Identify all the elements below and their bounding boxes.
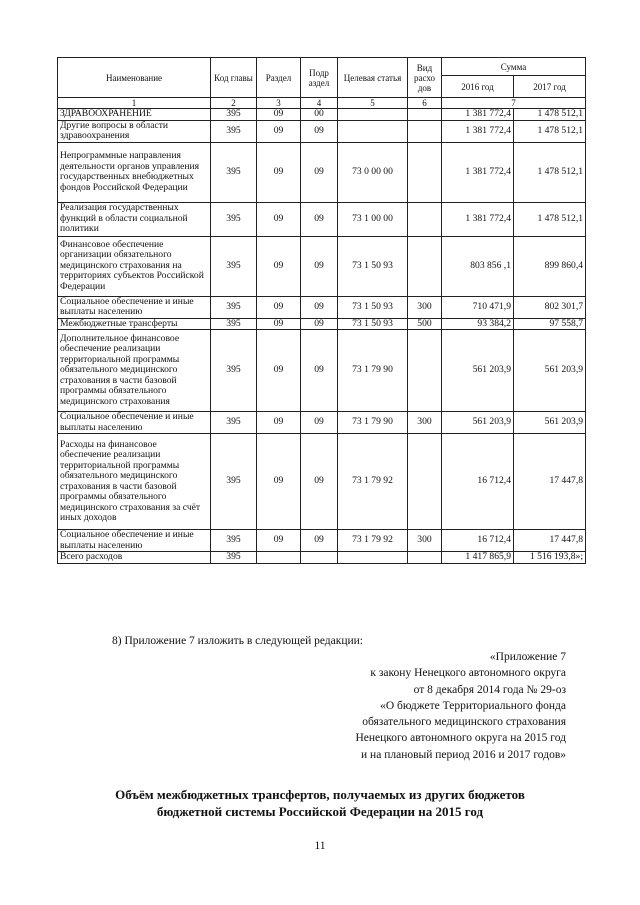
column-number: 2	[211, 98, 257, 109]
row-type	[408, 236, 442, 296]
heading-line: бюджетной системы Российской Федерации на 2015 год	[156, 804, 484, 819]
page-number: 11	[314, 840, 326, 852]
table-row	[58, 120, 586, 142]
row-code: 395	[211, 120, 257, 142]
appendix-line: «О бюджете Территориального фонда	[380, 699, 566, 712]
row-target: 73 1 79 90	[338, 330, 408, 412]
row-subsection: 09	[301, 236, 338, 296]
row-type: 300	[408, 412, 442, 434]
row-name: Реализация государственных функций в области социальной политики	[58, 202, 211, 236]
expenditure-table	[57, 57, 586, 564]
column-number: 1	[58, 98, 211, 109]
row-amount-2016: 1 417 865,9	[442, 552, 514, 564]
column-number-row	[58, 98, 586, 109]
table-row	[58, 236, 586, 296]
row-amount-2017: 97 558,7	[514, 318, 586, 330]
row-target	[338, 109, 408, 121]
row-amount-2016: 16 712,4	[442, 434, 514, 530]
row-name: Межбюджетные трансферты	[58, 318, 211, 330]
row-amount-2016: 710 471,9	[442, 296, 514, 318]
table-row	[58, 434, 586, 530]
row-amount-2017: 17 447,8	[514, 530, 586, 552]
row-code: 395	[211, 296, 257, 318]
header-year-2016: 2016 год	[442, 76, 514, 98]
row-code: 395	[211, 202, 257, 236]
table-row	[58, 202, 586, 236]
row-amount-2016: 1 381 772,4	[442, 142, 514, 202]
header-subsection: Подр аздел	[301, 58, 338, 98]
row-subsection: 09	[301, 434, 338, 530]
row-code: 395	[211, 552, 257, 564]
header-target: Целевая статья	[338, 58, 408, 98]
row-code: 395	[211, 434, 257, 530]
row-amount-2017: 1 478 512,1	[514, 142, 586, 202]
row-amount-2017: 561 203,9	[514, 412, 586, 434]
row-amount-2017: 1 516 193,8»;	[514, 552, 586, 564]
header-type: Вид расхо дов	[408, 58, 442, 98]
row-target: 73 1 50 93	[338, 296, 408, 318]
row-target: 73 0 00 00	[338, 142, 408, 202]
appendix-line: «Приложение 7	[489, 651, 566, 663]
row-amount-2016: 803 856 ,1	[442, 236, 514, 296]
row-amount-2017: 1 478 512,1	[514, 109, 586, 121]
row-subsection: 00	[301, 109, 338, 121]
table-body	[58, 109, 586, 564]
row-target: 73 1 50 93	[338, 236, 408, 296]
row-name: Другие вопросы в области здравоохранения	[58, 120, 211, 142]
amendment-paragraph: 8) Приложение 7 изложить в следующей редакции:	[112, 635, 364, 647]
row-code: 395	[211, 330, 257, 412]
row-name: Непрограммные направления деятельности органов управления государственных внебюджетных фондов Российской Федерации	[58, 142, 211, 202]
row-type	[408, 120, 442, 142]
column-number: 4	[301, 98, 338, 109]
table-row	[58, 318, 586, 330]
row-type	[408, 202, 442, 236]
row-section: 09	[257, 296, 301, 318]
column-number: 6	[408, 98, 442, 109]
row-amount-2016: 16 712,4	[442, 530, 514, 552]
row-code: 395	[211, 142, 257, 202]
row-name: Дополнительное финансовое обеспечение реализации территориальной программы обязательного медицинского страхования в части базовой программы обязательного медицинского страхования	[58, 330, 211, 412]
table-row	[58, 330, 586, 412]
row-amount-2016: 1 381 772,4	[442, 109, 514, 121]
row-section: 09	[257, 318, 301, 330]
appendix-line: от 8 декабря 2014 года № 29-оз	[413, 683, 566, 696]
column-number: 5	[338, 98, 408, 109]
header-code: Код главы	[211, 58, 257, 98]
table-row	[58, 296, 586, 318]
header-sum: Сумма	[442, 58, 586, 76]
row-subsection: 09	[301, 530, 338, 552]
row-name: Расходы на финансовое обеспечение реализации территориальной программы обязательного медицинского страхования в части базовой программы обязательного медицинского страхования за счёт иных доходов	[58, 434, 211, 530]
header-year-2017: 2017 год	[514, 76, 586, 98]
row-code: 395	[211, 318, 257, 330]
column-number: 3	[257, 98, 301, 109]
row-section: 09	[257, 202, 301, 236]
row-subsection: 09	[301, 202, 338, 236]
header-name: Наименование	[58, 58, 211, 98]
row-subsection: 09	[301, 120, 338, 142]
row-section: 09	[257, 109, 301, 121]
row-amount-2017: 1 478 512,1	[514, 120, 586, 142]
row-type	[408, 142, 442, 202]
appendix-reference	[355, 649, 566, 763]
row-amount-2017: 802 301,7	[514, 296, 586, 318]
row-code: 395	[211, 412, 257, 434]
row-type	[408, 109, 442, 121]
appendix-line: к закону Ненецкого автономного округа	[370, 667, 566, 680]
row-name: Всего расходов	[58, 552, 211, 564]
row-target: 73 1 00 00	[338, 202, 408, 236]
row-name: Социальное обеспечение и иные выплаты населению	[58, 296, 211, 318]
row-amount-2016: 561 203,9	[442, 412, 514, 434]
row-amount-2017: 17 447,8	[514, 434, 586, 530]
row-amount-2016: 561 203,9	[442, 330, 514, 412]
row-type: 300	[408, 296, 442, 318]
row-target	[338, 552, 408, 564]
row-type	[408, 552, 442, 564]
row-subsection: 09	[301, 318, 338, 330]
appendix-line: и на плановый период 2016 и 2017 годов»	[361, 748, 566, 761]
appendix-line: обязательного медицинского страхования	[362, 716, 566, 729]
row-target: 73 1 50 93	[338, 318, 408, 330]
section-heading	[60, 786, 580, 820]
row-amount-2017: 561 203,9	[514, 330, 586, 412]
row-type	[408, 434, 442, 530]
row-name: Социальное обеспечение и иные выплаты населению	[58, 412, 211, 434]
table-row	[58, 530, 586, 552]
row-type: 500	[408, 318, 442, 330]
row-subsection: 09	[301, 296, 338, 318]
row-section: 09	[257, 236, 301, 296]
row-section: 09	[257, 330, 301, 412]
row-name: Социальное обеспечение и иные выплаты населению	[58, 530, 211, 552]
row-code: 395	[211, 109, 257, 121]
row-amount-2017: 1 478 512,1	[514, 202, 586, 236]
row-type: 300	[408, 530, 442, 552]
row-subsection: 09	[301, 412, 338, 434]
row-amount-2016: 1 381 772,4	[442, 202, 514, 236]
row-code: 395	[211, 530, 257, 552]
row-target: 73 1 79 92	[338, 530, 408, 552]
row-code: 395	[211, 236, 257, 296]
table-row	[58, 109, 586, 121]
row-subsection: 09	[301, 142, 338, 202]
row-section: 09	[257, 142, 301, 202]
heading-line: Объём межбюджетных трансфертов, получаемых из других бюджетов	[115, 787, 525, 802]
header-section: Раздел	[257, 58, 301, 98]
row-section: 09	[257, 530, 301, 552]
table-row	[58, 142, 586, 202]
row-section: 09	[257, 412, 301, 434]
row-target: 73 1 79 92	[338, 434, 408, 530]
table-row	[58, 552, 586, 564]
row-amount-2016: 93 384,2	[442, 318, 514, 330]
row-section: 09	[257, 120, 301, 142]
row-name: Финансовое обеспечение организации обязательного медицинского страхования на территориях субъектов Российской Федерации	[58, 236, 211, 296]
appendix-line: Ненецкого автономного округа на 2015 год	[355, 732, 566, 745]
row-section: 09	[257, 434, 301, 530]
row-target	[338, 120, 408, 142]
column-number: 7	[442, 98, 586, 109]
table-row	[58, 412, 586, 434]
row-target: 73 1 79 90	[338, 412, 408, 434]
row-subsection	[301, 552, 338, 564]
row-subsection: 09	[301, 330, 338, 412]
row-section	[257, 552, 301, 564]
row-type	[408, 330, 442, 412]
row-amount-2016: 1 381 772,4	[442, 120, 514, 142]
row-amount-2017: 899 860,4	[514, 236, 586, 296]
row-name: ЗДРАВООХРАНЕНИЕ	[58, 109, 211, 121]
